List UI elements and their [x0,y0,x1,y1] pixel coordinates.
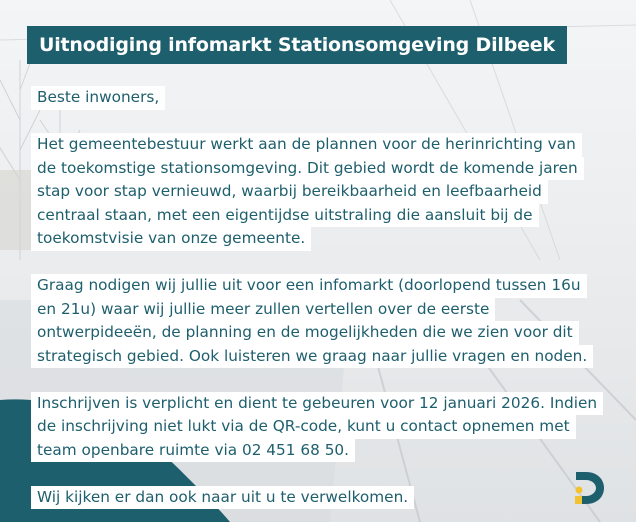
text-line: en 21u) waar wij jullie meer zullen vertellen over de eerste [31,298,495,322]
text-line: Het gemeentebestuur werkt aan de plannen voor de herinrichting van [31,133,582,157]
text-line: de toekomstige stationsomgeving. Dit gebied wordt de komende jaren [31,157,584,181]
text-line: Wij kijken er dan ook naar uit u te verwelkomen. [31,486,414,510]
text-line: stap voor stap vernieuwd, waarbij bereikbaarheid en leefbaarheid [31,180,548,204]
text-line: centraal staan, met een eigentijdse uitstraling die aansluit bij de [31,204,539,228]
letter-body [31,86,603,509]
text-line: ontwerpideeën, de planning en de mogelijkheden die we zien voor dit [31,321,579,345]
page-title: Uitnodiging infomarkt Stationsomgeving Dilbeek [27,26,567,64]
closing [31,486,603,510]
text-line: strategisch gebied. Ook luisteren we graag naar jullie vragen en noden. [31,345,593,369]
text-line: Beste inwoners, [31,86,165,110]
text-line: de inschrijving niet lukt via de QR-code, kunt u contact opnemen met [31,415,576,439]
text-line: toekomstvisie van onze gemeente. [31,227,311,251]
text-line: team openbare ruimte via 02 451 68 50. [31,439,355,463]
paragraph-invitation [31,274,603,368]
greeting [31,86,603,110]
dilbeek-d-logo-icon [570,468,610,512]
text-line: Graag nodigen wij jullie uit voor een infomarkt (doorlopend tussen 16u [31,274,587,298]
paragraph-intro [31,133,603,251]
text-line: Inschrijven is verplicht en dient te gebeuren voor 12 januari 2026. Indien [31,392,603,416]
paragraph-registration [31,392,603,463]
